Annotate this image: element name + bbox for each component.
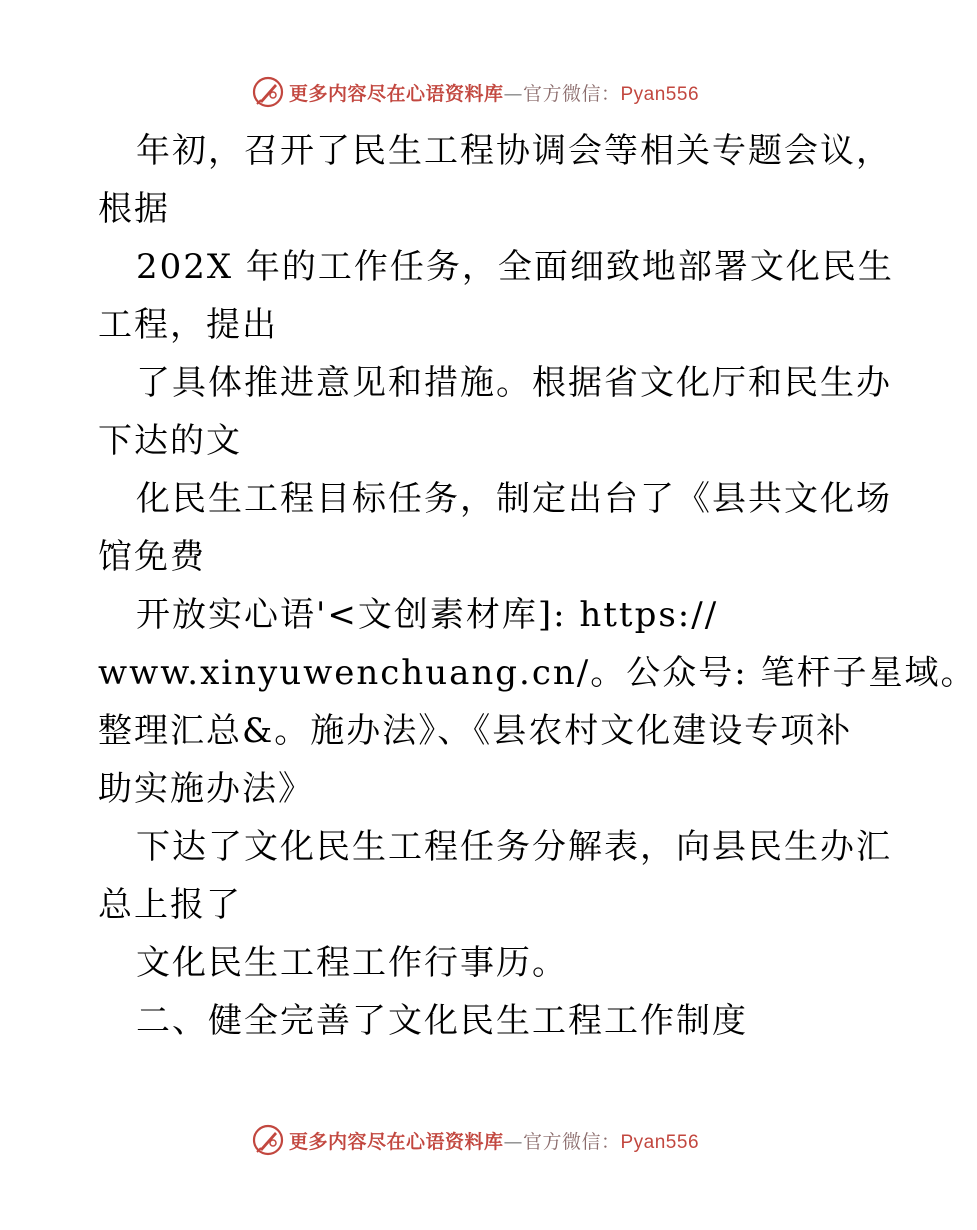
text-line: 下达的文 bbox=[98, 421, 242, 461]
watermark-wechat-label: 官方微信： bbox=[522, 1130, 621, 1153]
watermark-text bbox=[289, 1127, 699, 1154]
text-line: 下达了文化民生工程任务分解表，向县民生办汇 bbox=[136, 827, 892, 867]
watermark-dash: — bbox=[503, 1130, 523, 1153]
text-line: 根据 bbox=[98, 189, 170, 229]
watermark-wechat-label: 官方微信： bbox=[522, 82, 621, 105]
quill-pen-logo-icon bbox=[251, 1123, 285, 1157]
header-watermark bbox=[0, 72, 950, 112]
text-line-url: www.xinyuwenchuang.cn/。公众号: 笔杆子星域。 bbox=[98, 653, 977, 693]
text-line: 文化民生工程工作行事历。 bbox=[136, 943, 568, 983]
text-line: 化民生工程目标任务，制定出台了《县共文化场 bbox=[136, 479, 892, 519]
text-line: 了具体推进意见和措施。根据省文化厅和民生办 bbox=[136, 363, 892, 403]
text-line: 总上报了 bbox=[98, 885, 242, 925]
watermark-text bbox=[289, 79, 699, 106]
section-heading: 二、健全完善了文化民生工程工作制度 bbox=[136, 1001, 748, 1041]
quill-pen-logo-icon bbox=[251, 75, 285, 109]
text-line: 整理汇总&。施办法》、《县农村文化建设专项补 bbox=[98, 711, 853, 751]
text-line: 助实施办法》 bbox=[98, 769, 314, 809]
watermark-site-name: 更多内容尽在心语资料库 bbox=[288, 1130, 504, 1153]
text-line: 工程，提出 bbox=[98, 305, 278, 345]
text-line: 年初，召开了民生工程协调会等相关专题会议， bbox=[136, 131, 892, 171]
watermark-wechat-id: Pyan556 bbox=[620, 1131, 700, 1153]
watermark-site-name: 更多内容尽在心语资料库 bbox=[288, 82, 504, 105]
document-body bbox=[98, 122, 977, 1050]
watermark-dash: — bbox=[503, 82, 523, 105]
footer-watermark bbox=[0, 1120, 950, 1160]
watermark-wechat-id: Pyan556 bbox=[620, 83, 700, 105]
text-line: 开放实心语'<文创素材库]: https:// bbox=[136, 595, 719, 635]
text-line: 馆免费 bbox=[98, 537, 206, 577]
text-line: 202X 年的工作任务，全面细致地部署文化民生 bbox=[136, 247, 894, 287]
